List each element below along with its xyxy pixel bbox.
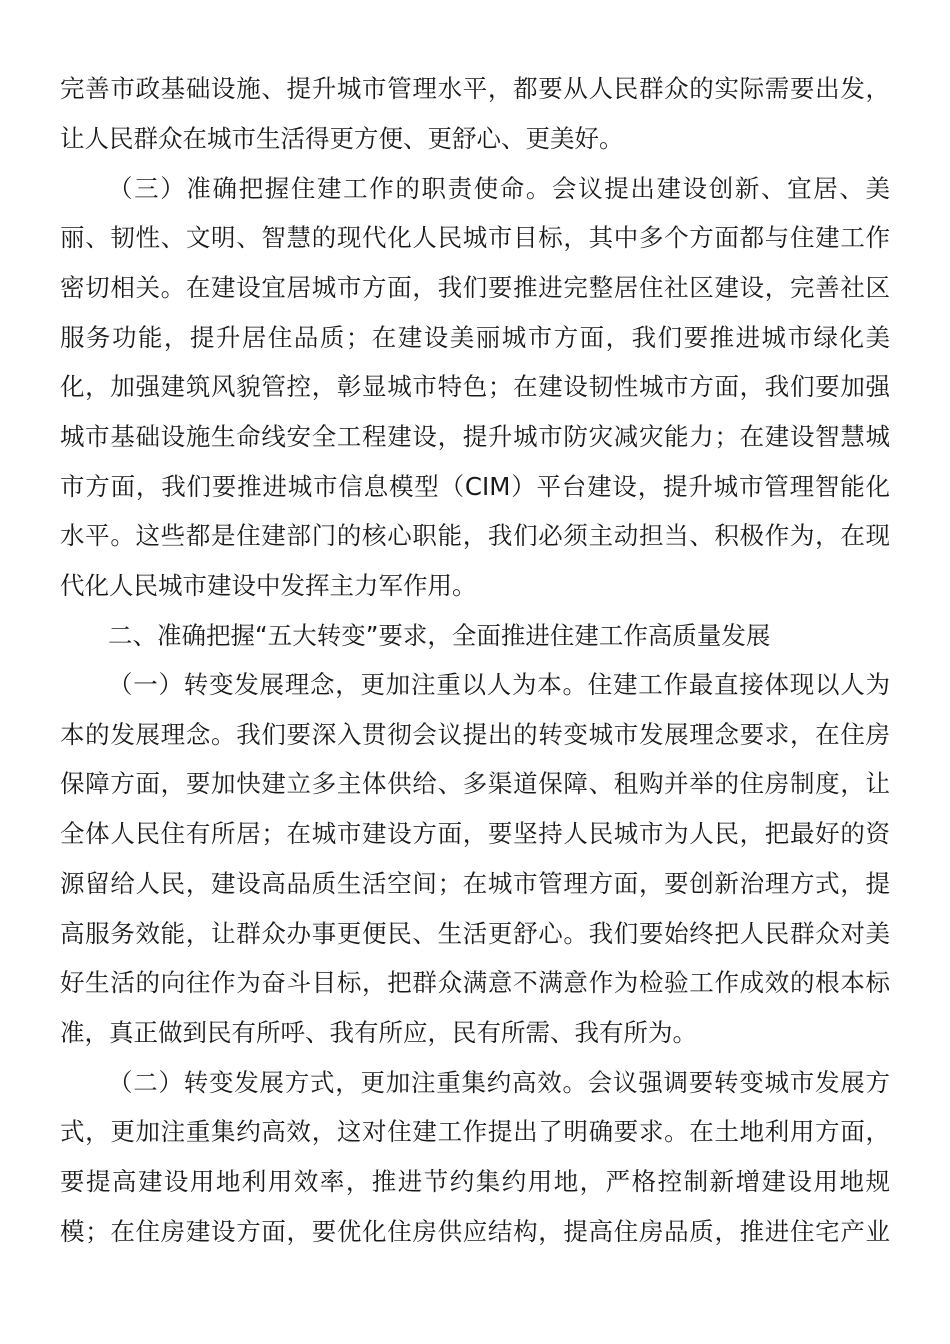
text-line: 密切相关。在建设宜居城市方面，我们要推进完整居住社区建设，完善社区	[60, 273, 890, 302]
text-line: 市方面，我们要推进城市信息模型（CIM）平台建设，提升城市管理智能化	[60, 472, 890, 501]
text-line: 源留给人民，建设高品质生活空间；在城市管理方面，要创新治理方式，提	[60, 869, 890, 898]
text-line: 丽、韧性、文明、智慧的现代化人民城市目标，其中多个方面都与住建工作	[60, 223, 890, 252]
chapter-heading: 二、准确把握“五大转变”要求，全面推进住建工作高质量发展	[108, 621, 771, 650]
text-line: 全体人民住有所居；在城市建设方面，要坚持人民城市为人民，把最好的资	[60, 819, 890, 848]
text-line: 服务功能，提升居住品质；在建设美丽城市方面，我们要推进城市绿化美	[60, 323, 890, 352]
text-line: 化，加强建筑风貌管控，彰显城市特色；在建设韧性城市方面，我们要加强	[60, 372, 890, 401]
text-line: 本的发展理念。我们要深入贯彻会议提出的转变城市发展理念要求，在住房	[60, 720, 890, 749]
text-line: 水平。这些都是住建部门的核心职能，我们必须主动担当、积极作为，在现	[60, 521, 890, 550]
text-line: 式，更加注重集约高效，这对住建工作提出了明确要求。在土地利用方面，	[60, 1117, 890, 1146]
section-heading-line: （一）转变发展理念，更加注重以人为本。住建工作最直接体现以人为	[108, 670, 890, 699]
section-heading-line: （三）准确把握住建工作的职责使命。会议提出建设创新、宜居、美	[108, 174, 890, 203]
section-heading-line: （二）转变发展方式，更加注重集约高效。会议强调要转变城市发展方	[108, 1068, 890, 1097]
text-line: 城市基础设施生命线安全工程建设，提升城市防灾减灾能力；在建设智慧城	[60, 422, 890, 451]
text-line: 模；在住房建设方面，要优化住房供应结构，提高住房品质，推进住宅产业	[60, 1217, 890, 1246]
text-line: 好生活的向往作为奋斗目标，把群众满意不满意作为检验工作成效的根本标	[60, 968, 890, 997]
text-line: 保障方面，要加快建立多主体供给、多渠道保障、租购并举的住房制度，让	[60, 769, 890, 798]
text-line: 要提高建设用地利用效率，推进节约集约用地，严格控制新增建设用地规	[60, 1167, 890, 1196]
text-line: 让人民群众在城市生活得更方便、更舒心、更美好。	[60, 124, 624, 153]
text-line: 代化人民城市建设中发挥主力军作用。	[60, 571, 477, 600]
text-line: 准，真正做到民有所呼、我有所应，民有所需、我有所为。	[60, 1018, 697, 1047]
text-line: 高服务效能，让群众办事更便民、生活更舒心。我们要始终把人民群众对美	[60, 919, 890, 948]
text-line: 完善市政基础设施、提升城市管理水平，都要从人民群众的实际需要出发，	[60, 74, 890, 103]
